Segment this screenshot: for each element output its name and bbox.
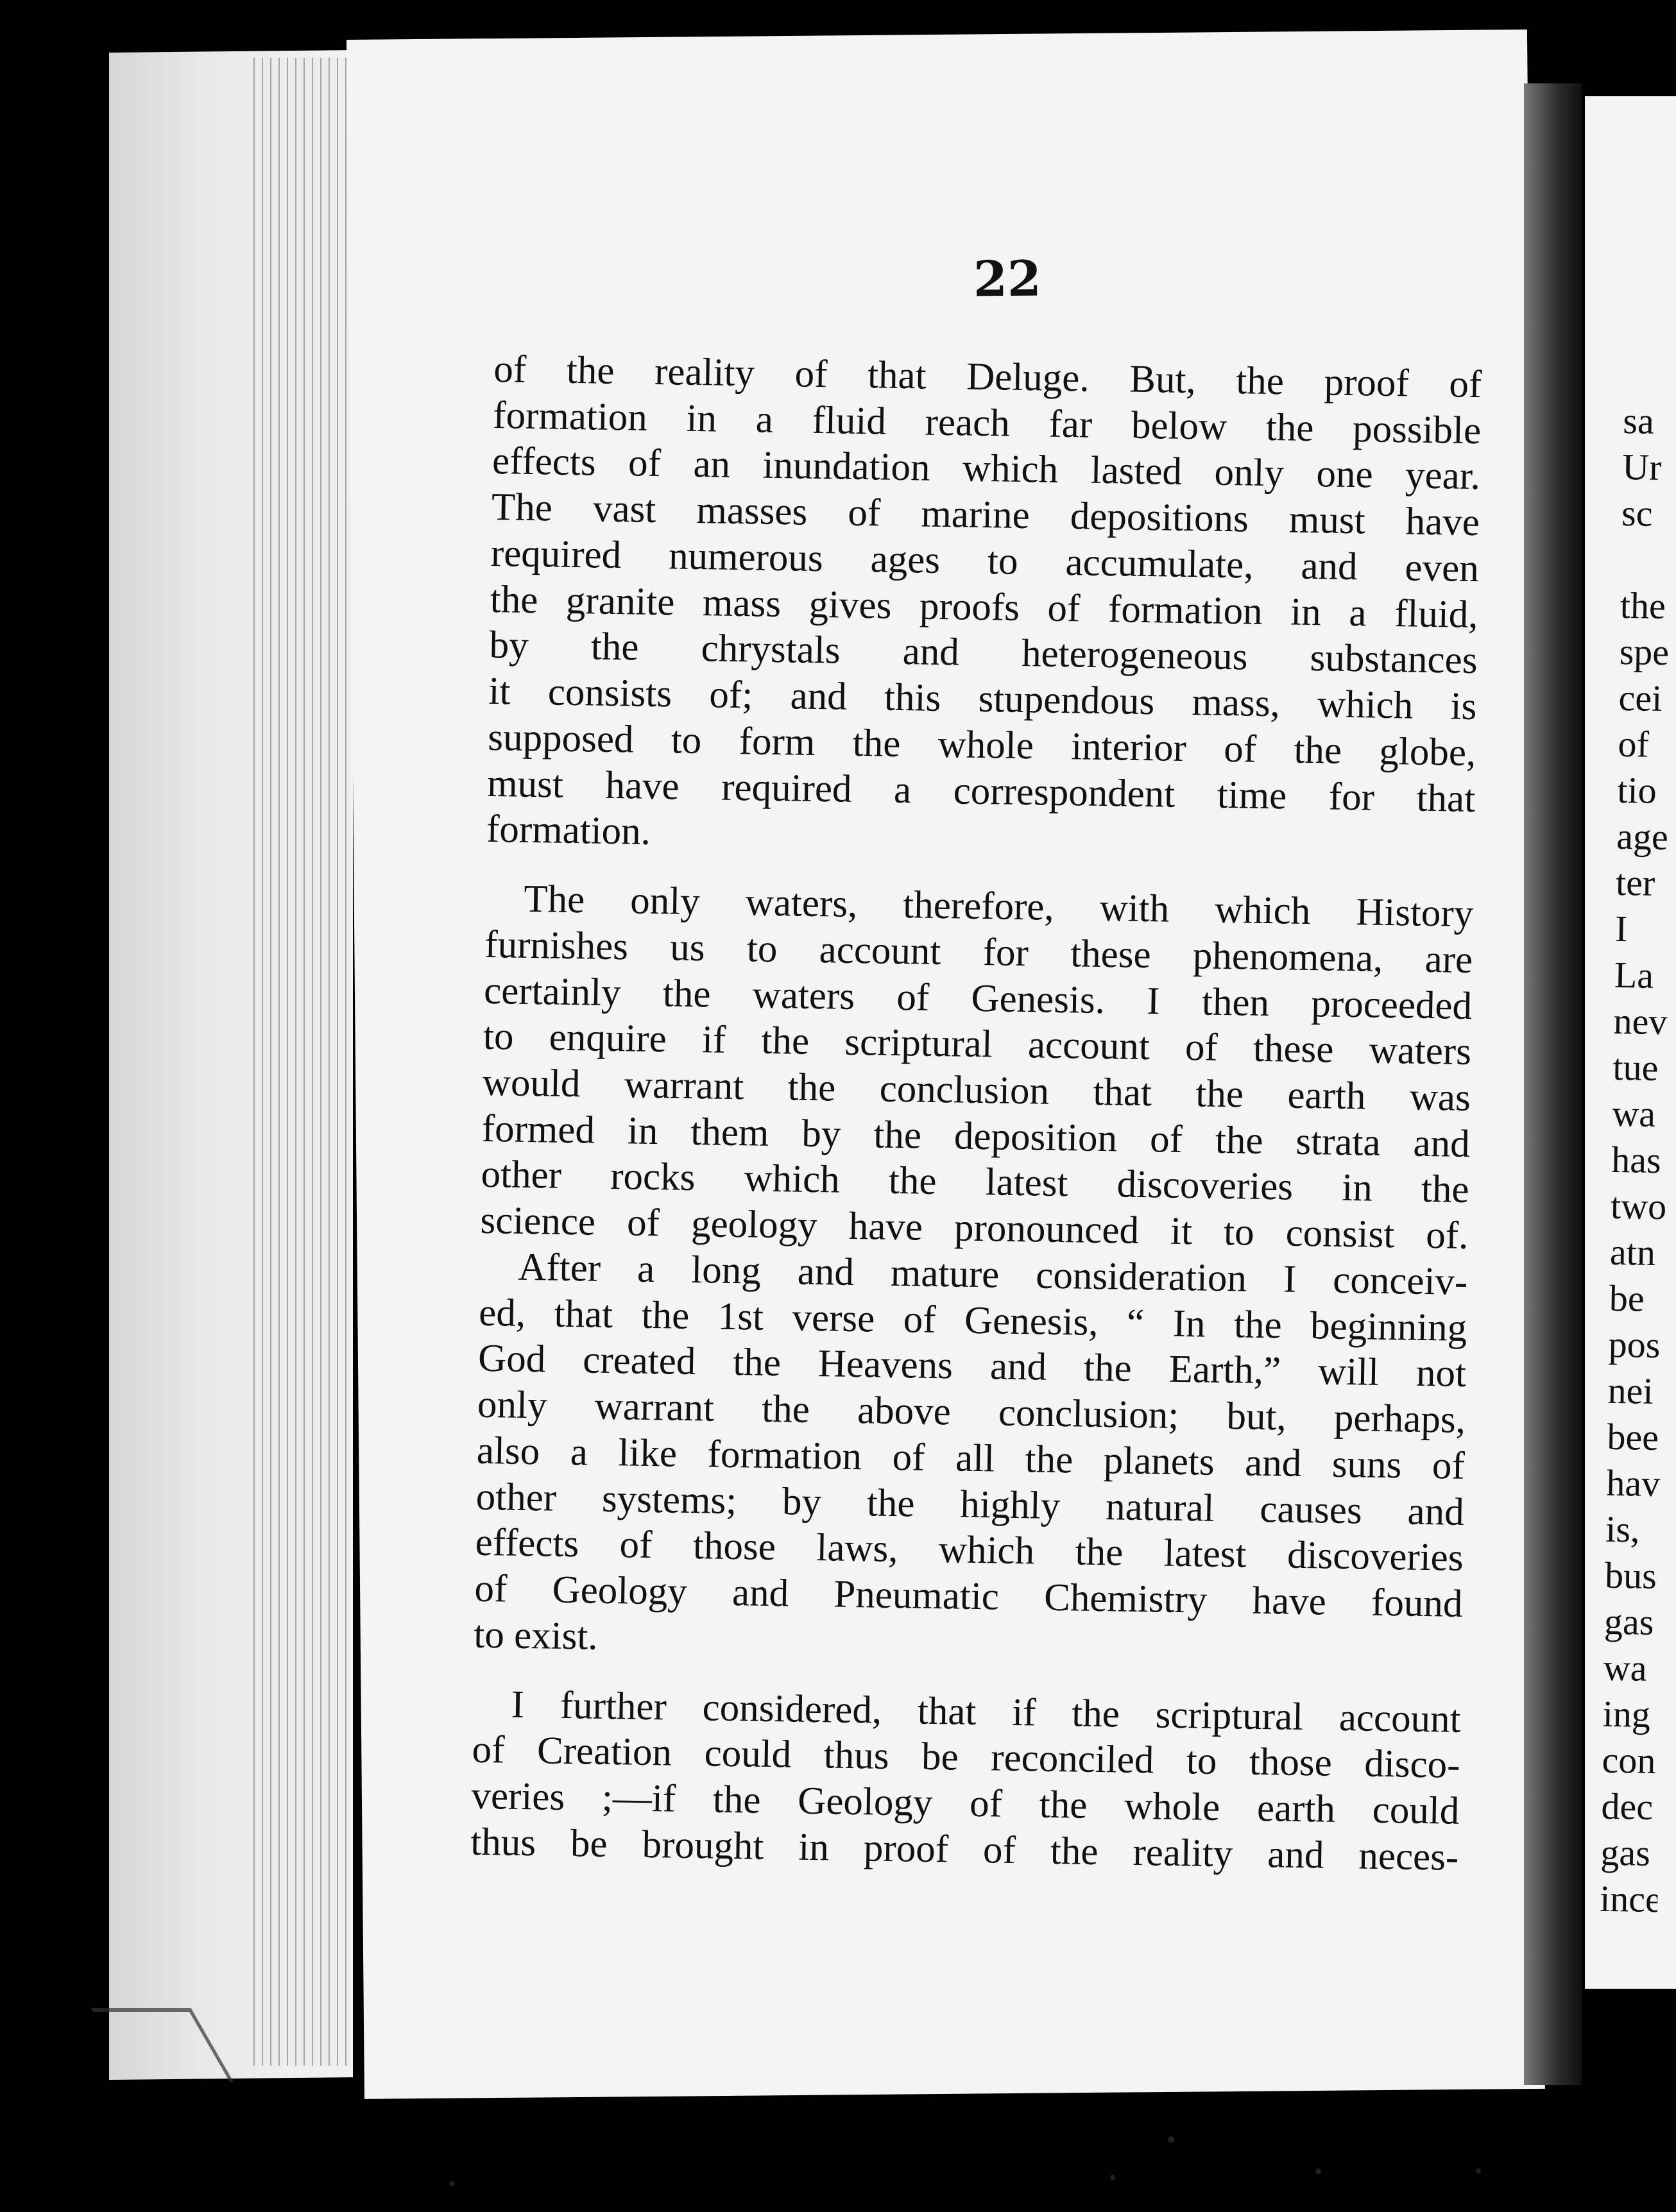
text-line: God created the Heavens and the Earth,” will not [477, 1337, 1467, 1396]
fragment: sc [1621, 491, 1654, 534]
fragment: sa [1622, 399, 1655, 442]
text-line: formed in them by the deposition of the strata and [481, 1107, 1471, 1166]
fragment: tio [1616, 769, 1657, 812]
fragment [1620, 536, 1676, 583]
fragment: La [1614, 953, 1654, 996]
page-body [470, 346, 1482, 1880]
fragment: Ur [1621, 445, 1663, 488]
text-line: to enquire if the scriptural account of these waters [483, 1015, 1472, 1074]
text-line: The only waters, therefore, with which History [523, 877, 1474, 936]
fragment: bee [1607, 1415, 1659, 1459]
text-line: other systems; by the highly natural causes and [475, 1475, 1465, 1534]
gutter-shadow [1524, 83, 1582, 2085]
fragment: ter [1615, 861, 1655, 904]
fragment: dec [1601, 1785, 1654, 1828]
fragment: of [1618, 722, 1650, 765]
text-line: ed, that the 1st verse of Genesis, “ In the beginning [478, 1291, 1467, 1350]
fragment: the [1620, 584, 1666, 627]
text-line: would warrant the conclusion that the earth was [482, 1060, 1471, 1120]
text-line: the granite mass gives proofs of formation in a fluid, [490, 577, 1479, 636]
text-line: supposed to form the whole interior of the globe, [487, 715, 1476, 774]
text-line: effects of those laws, which the latest discoveries [475, 1521, 1464, 1580]
text-line: furnishes us to account for these phenomena, are [484, 923, 1473, 982]
dust-speck [1315, 2168, 1321, 2174]
fragment: ing [1602, 1692, 1651, 1735]
dust-speck [1476, 2168, 1481, 2174]
fragment: ince [1599, 1877, 1663, 1921]
fragment: spe [1619, 630, 1670, 674]
text-line: After a long and mature consideration I conceiv- [517, 1245, 1468, 1304]
paragraph-1 [486, 346, 1482, 868]
fragment: has [1611, 1138, 1662, 1182]
fragment: is, [1605, 1508, 1640, 1551]
fragment: gas [1603, 1600, 1654, 1643]
text-line: veries ;—if the Geology of the whole earth could [470, 1774, 1460, 1833]
page-number: 22 [973, 250, 1042, 308]
text-line: effects of an inundation which lasted only one year. [492, 439, 1481, 498]
text-line: of Creation could thus be reconciled to those disco- [472, 1728, 1460, 1787]
page-edge-lines [253, 58, 350, 2066]
fragment: tue [1612, 1046, 1659, 1089]
text-line: of the reality of that Deluge. But, the proof of [493, 347, 1482, 407]
fragment: I [1614, 907, 1628, 950]
fragment: pos [1608, 1323, 1661, 1366]
dust-speck [449, 2181, 454, 2186]
text-line: formation. [486, 808, 651, 854]
text-line: The vast masses of marine depositions must have [491, 486, 1480, 545]
text-line: thus be brought in proof of the reality and neces- [470, 1820, 1459, 1879]
fragment: nev [1613, 1000, 1668, 1043]
text-line: it consists of; and this stupendous mass, which is [488, 670, 1477, 729]
paragraph-3 [470, 1681, 1461, 1880]
text-line: science of geology have pronounced it to consist of. [480, 1199, 1469, 1258]
text-line: I further considered, that if the scriptural account [511, 1683, 1462, 1741]
text-line: must have required a correspondent time for that [486, 761, 1476, 821]
fragment: gas [1600, 1831, 1651, 1874]
fragment: wa [1611, 1092, 1656, 1135]
fragment: nei [1607, 1369, 1654, 1412]
text-line: also a like formation of all the planets and suns of [476, 1429, 1466, 1488]
text-line: other rocks which the latest discoveries in the [481, 1153, 1470, 1212]
text-line: required numerous ages to accumulate, and even [490, 531, 1480, 591]
dust-speck [1168, 2136, 1174, 2143]
text-line: formation in a fluid reach far below the possible [492, 393, 1482, 452]
text-line: of Geology and Pneumatic Chemistry have found [474, 1567, 1463, 1626]
text-line: only warrant the above conclusion; but, perhaps, [477, 1382, 1466, 1442]
fragment: hav [1605, 1461, 1661, 1505]
fragment: cei [1618, 676, 1663, 720]
fragment: age [1616, 815, 1669, 858]
fragment: bus [1604, 1554, 1657, 1597]
text-line: to exist. [473, 1613, 599, 1658]
fragment: two [1610, 1184, 1667, 1228]
paragraph-2 [474, 876, 1474, 1674]
fragment: wa [1603, 1646, 1648, 1689]
text-line: certainly the waters of Genesis. I then proceeded [483, 969, 1473, 1028]
dust-speck [1110, 2175, 1115, 2180]
fragment: con [1602, 1739, 1656, 1782]
fragment: be [1609, 1277, 1645, 1320]
text-line: by the chrystals and heterogeneous substances [489, 624, 1478, 683]
fragment: atn [1609, 1230, 1656, 1273]
